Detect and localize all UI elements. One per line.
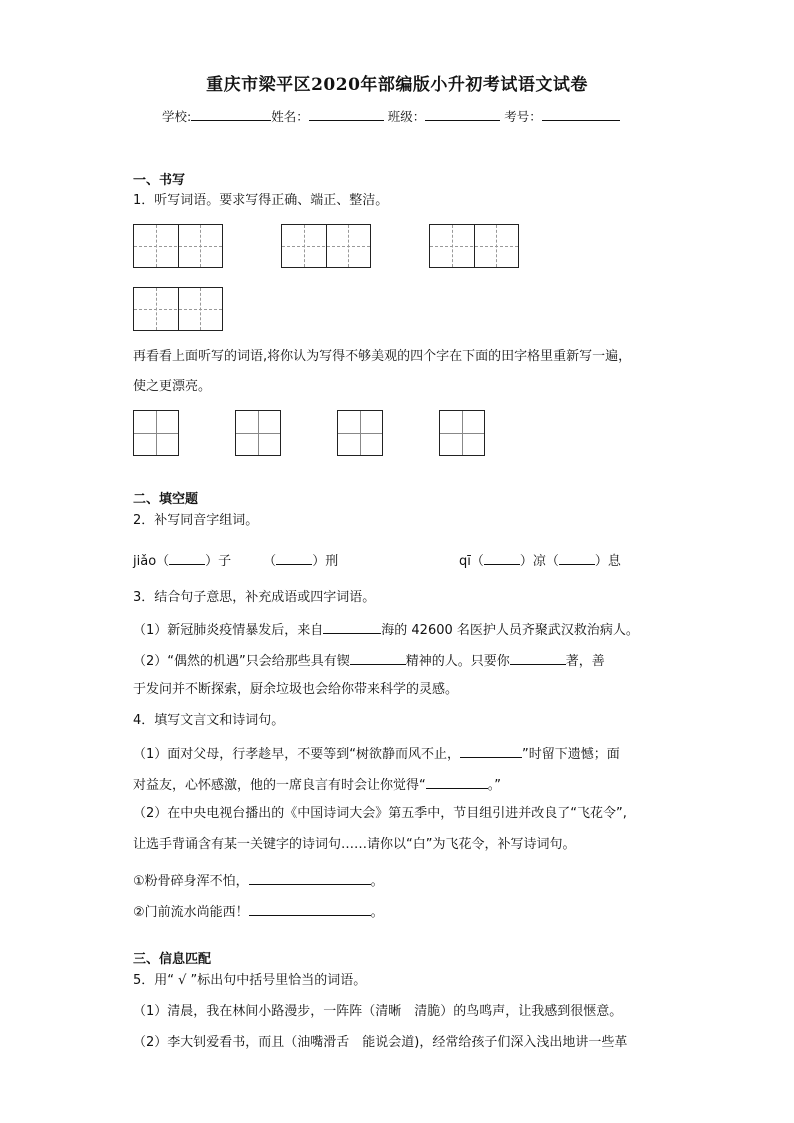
name-label: 姓名： xyxy=(271,109,309,124)
question-1: 1．听写词语。要求写得正确、端正、整洁。 xyxy=(133,193,389,208)
period: 。 xyxy=(370,905,384,920)
tian-grid[interactable] xyxy=(133,410,179,456)
section3-heading: 三、信息匹配 xyxy=(133,952,212,967)
blank[interactable] xyxy=(510,651,566,665)
blank[interactable] xyxy=(484,551,520,565)
q3-1 xyxy=(133,620,639,639)
q5-2: （2）李大钊爱看书，而且（油嘴滑舌 能说会道)，经常给孩子们深入浅出地讲一些革 xyxy=(133,1035,628,1050)
q4-1-text-d: 。” xyxy=(487,778,501,793)
question-5: 5．用“ √ ”标出句中括号里恰当的词语。 xyxy=(133,973,367,988)
tian-grid[interactable] xyxy=(439,410,485,456)
q4-2-cont: 让选手背诵含有某一关键字的诗词句……请你以“白”为飞花令，补写诗词句。 xyxy=(133,837,576,852)
q3-2-text-c: 著，善 xyxy=(565,654,605,669)
q3-2 xyxy=(133,651,605,670)
class-label: 班级： xyxy=(387,109,426,124)
q4-2: （2）在中央电视台播出的《中国诗词大会》第五季中，节目组引进并改良了“飞花令”, xyxy=(133,806,627,821)
blank[interactable] xyxy=(169,551,205,565)
writing-grid[interactable] xyxy=(133,224,223,268)
school-field[interactable] xyxy=(191,106,271,121)
q4-couplet-1 xyxy=(133,871,384,890)
q3-2-text-a: （2）“偶然的机遇”只会给那些具有锲 xyxy=(133,654,350,669)
q4-couplet-2 xyxy=(133,902,384,921)
rewrite-instruction-line2: 使之更漂亮。 xyxy=(133,379,212,394)
blank[interactable] xyxy=(249,871,371,885)
q3-1-text-b: 海的 42600 名医护人员齐聚武汉救治病人。 xyxy=(381,623,639,638)
q4-1-text-a: （1）面对父母，行孝趁早，不要等到“树欲静而风不止， xyxy=(133,747,461,762)
class-field[interactable] xyxy=(425,106,500,121)
q2-close4: ）息 xyxy=(594,554,621,569)
blank[interactable] xyxy=(426,775,488,789)
writing-grid[interactable] xyxy=(281,224,371,268)
question-4: 4．填写文言文和诗词句。 xyxy=(133,713,285,728)
section1-heading: 一、书写 xyxy=(133,173,186,188)
page-title: 重庆市梁平区2020年部编版小升初考试语文试卷 xyxy=(206,75,588,95)
rewrite-instruction-line1: 再看看上面听写的词语,将你认为写得不够美观的四个字在下面的田字格里重新写一遍， xyxy=(133,349,632,364)
q3-1-text-a: （1）新冠肺炎疫情暴发后，来自 xyxy=(133,623,324,638)
q3-2-text-b: 精神的人。只要你 xyxy=(405,654,510,669)
q2-open2: （ xyxy=(263,554,277,569)
q2-close2: ）刑 xyxy=(312,554,339,569)
q2-jiao: jiǎo（ xyxy=(133,554,170,569)
id-label: 考号： xyxy=(504,109,542,124)
q4-1-cont xyxy=(133,775,501,794)
writing-grid[interactable] xyxy=(429,224,519,268)
q3-2-cont: 于发问并不断探索，厨余垃圾也会给你带来科学的灵感。 xyxy=(133,682,459,697)
name-field[interactable] xyxy=(309,106,384,121)
q4-1-text-c: 对益友，心怀感激，他的一席良言有时会让你觉得“ xyxy=(133,778,426,793)
q4-c1-text: ①粉骨碎身浑不怕， xyxy=(133,874,249,889)
blank[interactable] xyxy=(460,744,522,758)
question-3: 3．结合句子意思，补充成语或四字词语。 xyxy=(133,590,376,605)
q2-line-right xyxy=(459,551,621,570)
q5-1: （1）清晨，我在林间小路漫步，一阵阵（清晰 清脆）的鸟鸣声，让我感到很惬意。 xyxy=(133,1004,623,1019)
info-line xyxy=(162,106,620,125)
q2-close1: ）子 xyxy=(205,554,232,569)
blank[interactable] xyxy=(559,551,595,565)
writing-grid[interactable] xyxy=(133,287,223,331)
section2-heading: 二、填空题 xyxy=(133,492,199,507)
blank[interactable] xyxy=(249,902,371,916)
school-label: 学校: xyxy=(162,109,192,124)
q2-qi: qī（ xyxy=(459,554,484,569)
q4-1-text-b: ”时留下遗憾；面 xyxy=(522,747,620,762)
tian-grid[interactable] xyxy=(337,410,383,456)
q4-c2-text: ②门前流水尚能西！ xyxy=(133,905,249,920)
q2-close3: ）凉（ xyxy=(519,554,559,569)
period: 。 xyxy=(370,874,384,889)
tian-grid[interactable] xyxy=(235,410,281,456)
q4-1 xyxy=(133,744,620,763)
id-field[interactable] xyxy=(542,106,620,121)
q2-line xyxy=(133,551,338,570)
blank[interactable] xyxy=(350,651,406,665)
question-2: 2．补写同音字组词。 xyxy=(133,513,259,528)
blank[interactable] xyxy=(276,551,312,565)
blank[interactable] xyxy=(323,620,381,634)
